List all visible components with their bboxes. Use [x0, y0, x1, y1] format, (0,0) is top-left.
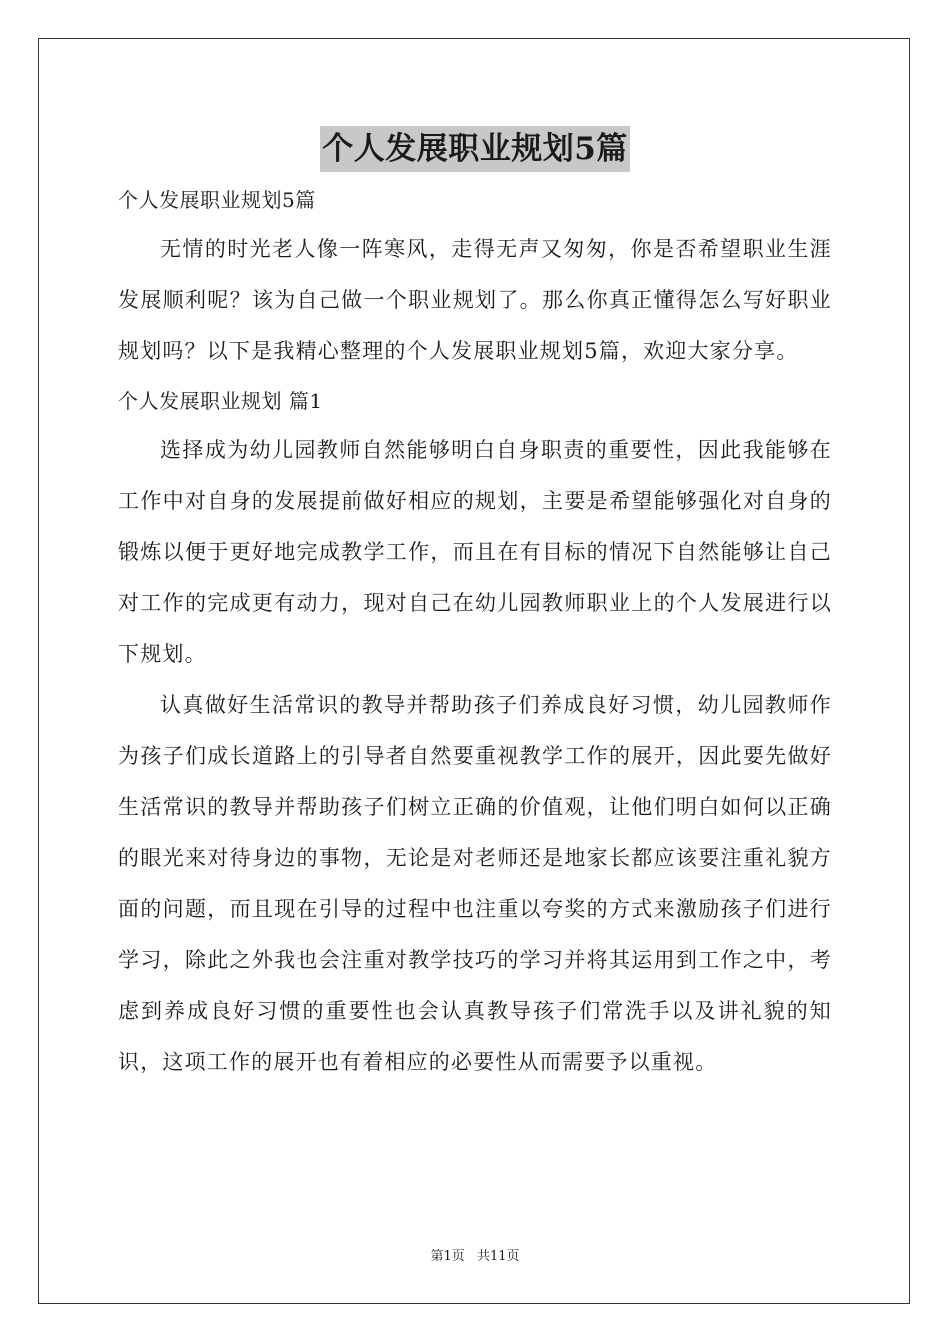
intro-paragraph: 无情的时光老人像一阵寒风，走得无声又匆匆，你是否希望职业生涯发展顺利呢？该为自己做一个职业规划了。那么你真正懂得怎么写好职业规划吗？以下是我精心整理的个人发展职业规划5篇，欢迎大家分享。 [118, 237, 832, 363]
page-total: 共11页 [476, 1249, 520, 1264]
section-heading: 个人发展职业规划 篇1 [118, 389, 323, 413]
document-body [118, 176, 832, 1088]
section-paragraph-2: 认真做好生活常识的教导并帮助孩子们养成良好习惯，幼儿园教师作为孩子们成长道路上的引导者自然要重视教学工作的展开，因此要先做好生活常识的教导并帮助孩子们树立正确的价值观，让他们明白如何以正确的眼光来对待身边的事物，无论是对老师还是地家长都应该要注重礼貌方面的问题，而且现在引导的过程中也注重以夸奖的方式来激励孩子们进行学习，除此之外我也会注重对教学技巧的学习并将其运用到工作之中，考虑到养成良好习惯的重要性也会认真教导孩子们常洗手以及讲礼貌的知识，这项工作的展开也有着相应的必要性从而需要予以重视。 [118, 693, 832, 1074]
section-paragraph-1: 选择成为幼儿园教师自然能够明白自身职责的重要性，因此我能够在工作中对自身的发展提前做好相应的规划，主要是希望能够强化对自身的锻炼以便于更好地完成教学工作，而且在有目标的情况下自然能够让自己对工作的完成更有动力，现对自己在幼儿园教师职业上的个人发展进行以下规划。 [118, 438, 832, 666]
page-number: 第1页 [430, 1249, 465, 1264]
title-container [0, 126, 950, 172]
page-footer [0, 1247, 950, 1267]
document-title: 个人发展职业规划5篇 [320, 126, 630, 172]
document-subtitle: 个人发展职业规划5篇 [118, 188, 316, 212]
